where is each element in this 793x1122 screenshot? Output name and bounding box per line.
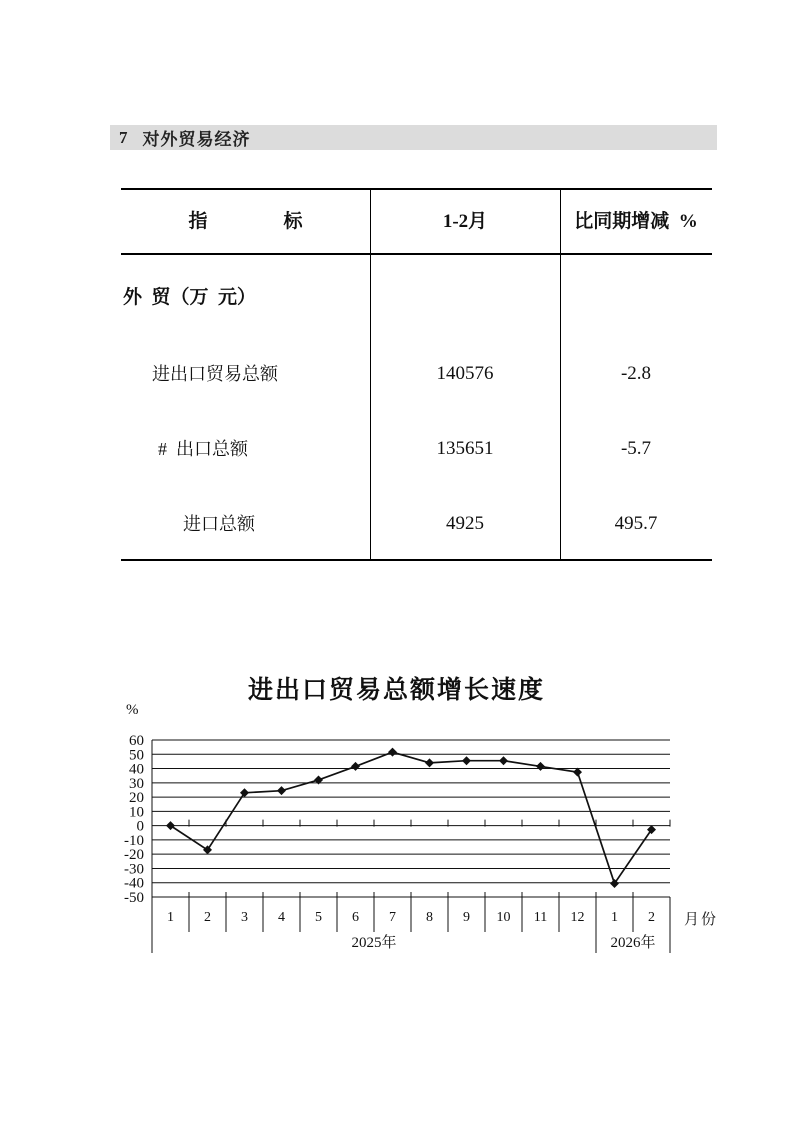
svg-text:7: 7 — [389, 910, 396, 925]
svg-text:10: 10 — [129, 804, 144, 821]
svg-text:5: 5 — [315, 910, 322, 925]
svg-text:4: 4 — [278, 910, 285, 925]
section-title: 对外贸易经济 — [142, 130, 251, 149]
svg-text:40: 40 — [129, 761, 144, 778]
svg-text:-30: -30 — [124, 861, 144, 878]
svg-text:9: 9 — [463, 910, 470, 925]
table-row-value: 140576 — [436, 363, 494, 384]
svg-text:30: 30 — [129, 775, 144, 792]
svg-text:2: 2 — [204, 910, 211, 925]
svg-text:-50: -50 — [124, 890, 144, 906]
chart-axes — [152, 740, 670, 953]
table-header-separator — [121, 253, 712, 255]
svg-text:20: 20 — [129, 790, 144, 807]
table-row-label: 进口总额 — [183, 514, 255, 534]
section-number: 7 — [119, 127, 128, 147]
svg-text:11: 11 — [533, 910, 548, 925]
svg-text:2025年: 2025年 — [351, 935, 397, 951]
chart-title: 进出口贸易总额增长速度 — [247, 677, 545, 704]
table-group-row: 外 贸（万 元） — [123, 287, 257, 308]
svg-text:2026年: 2026年 — [610, 935, 656, 951]
table-row-change: 495.7 — [614, 513, 658, 534]
svg-text:60: 60 — [129, 733, 144, 749]
svg-text:-40: -40 — [124, 875, 144, 892]
chart-y-unit-label: % — [126, 702, 139, 718]
col-header-indicator: 指 标 — [188, 211, 303, 232]
col-header-change: 比同期增减 % — [574, 211, 698, 232]
svg-text:-10: -10 — [124, 832, 144, 849]
svg-text:2: 2 — [648, 910, 655, 925]
chart-x-axis-label: 月份 — [684, 912, 719, 928]
table-row-change: -5.7 — [620, 438, 652, 459]
svg-text:3: 3 — [241, 910, 248, 925]
svg-text:1: 1 — [167, 910, 174, 925]
svg-text:1: 1 — [611, 910, 618, 925]
svg-text:8: 8 — [426, 910, 433, 925]
chart-axis-labels — [124, 733, 656, 951]
table-row-value: 135651 — [436, 438, 494, 459]
svg-text:6: 6 — [352, 910, 359, 925]
svg-text:-20: -20 — [124, 847, 144, 864]
section-header-bar — [110, 125, 717, 150]
table-row-change: -2.8 — [620, 363, 652, 384]
trade-growth-line-chart — [0, 660, 793, 960]
indicators-table — [121, 188, 712, 561]
svg-text:10: 10 — [496, 910, 511, 925]
table-row-label: 进出口贸易总额 — [152, 364, 278, 384]
svg-text:50: 50 — [129, 747, 144, 764]
svg-text:0: 0 — [136, 818, 144, 835]
col-header-period: 1-2月 — [442, 211, 488, 232]
svg-text:12: 12 — [570, 910, 585, 925]
table-row-label: # 出口总额 — [158, 439, 248, 459]
table-row-value: 4925 — [446, 513, 484, 534]
